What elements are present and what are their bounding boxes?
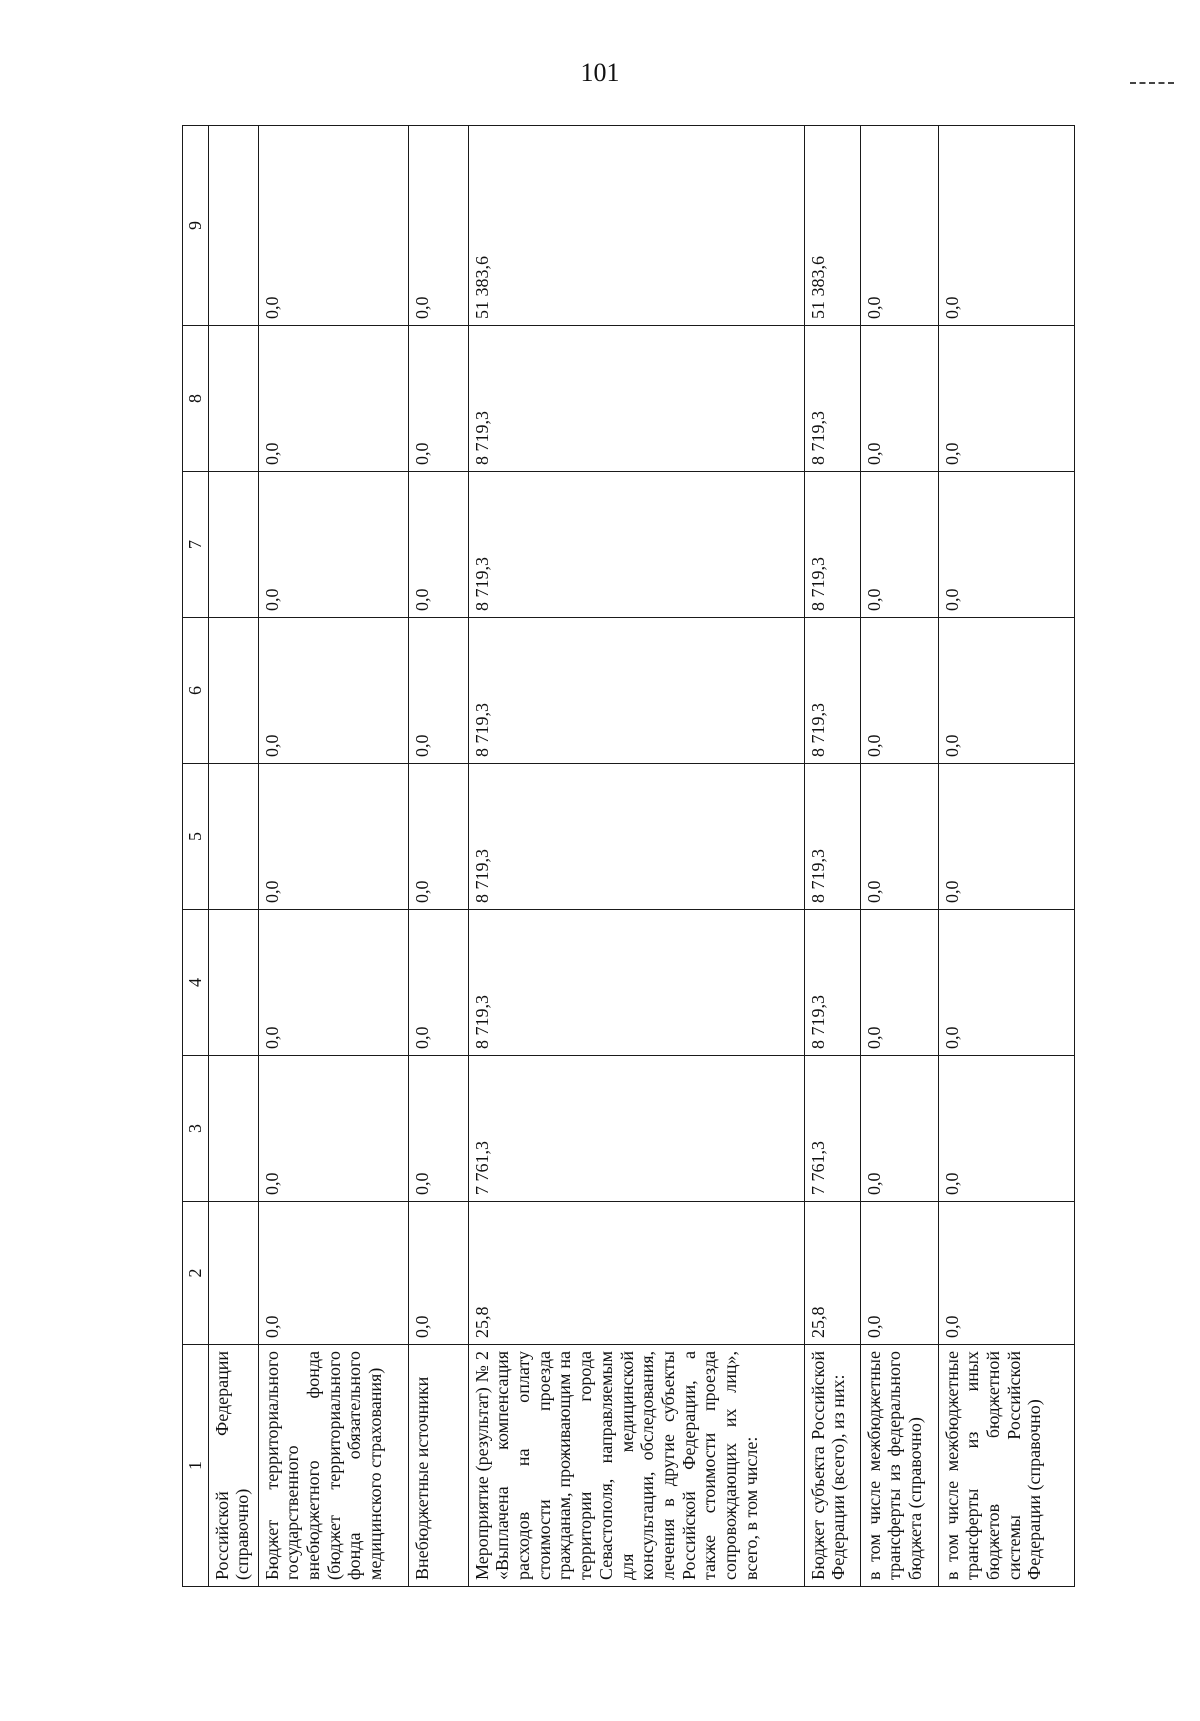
table-cell: 0,0	[258, 764, 408, 910]
table-cell: 0,0	[258, 126, 408, 326]
table-cell: 0,0	[408, 1056, 468, 1202]
table-cell: 51 383,6	[468, 126, 804, 326]
column-header-2: 2	[183, 1202, 209, 1345]
table-cell	[208, 1056, 258, 1202]
table-cell: 0,0	[258, 472, 408, 618]
table-cell: 0,0	[408, 764, 468, 910]
table-cell	[208, 126, 258, 326]
table-cell: 0,0	[938, 910, 1074, 1056]
table-cell: 8 719,3	[468, 472, 804, 618]
table-cell	[208, 764, 258, 910]
table-row	[408, 126, 468, 1587]
table-row	[208, 126, 258, 1587]
table-cell: 0,0	[258, 326, 408, 472]
table-cell: 0,0	[938, 326, 1074, 472]
column-header-8: 8	[183, 326, 209, 472]
table-cell: 25,8	[468, 1202, 804, 1345]
budget-table	[182, 125, 1075, 1587]
table-cell: 0,0	[258, 1202, 408, 1345]
table-cell: 8 719,3	[804, 618, 860, 764]
table-cell: 0,0	[860, 1056, 938, 1202]
table-cell: 0,0	[408, 126, 468, 326]
column-header-5: 5	[183, 764, 209, 910]
column-header-7: 7	[183, 472, 209, 618]
table-cell: 0,0	[258, 910, 408, 1056]
row-label: в том числе межбюджетные трансферты из иных бюджетов бюджетной системы Российской Федерации (справочно)	[938, 1345, 1074, 1587]
table-cell: 0,0	[408, 910, 468, 1056]
table-cell: 7 761,3	[804, 1056, 860, 1202]
table-cell: 7 761,3	[468, 1056, 804, 1202]
table-cell: 0,0	[408, 326, 468, 472]
table-cell	[208, 910, 258, 1056]
table-row	[860, 126, 938, 1587]
table-cell: 8 719,3	[804, 472, 860, 618]
table-cell: 0,0	[860, 910, 938, 1056]
table-cell: 0,0	[258, 1056, 408, 1202]
table-cell	[208, 618, 258, 764]
table-row	[468, 126, 804, 1587]
table-cell	[208, 472, 258, 618]
table-cell: 0,0	[860, 472, 938, 618]
header-row	[183, 126, 209, 1587]
table-cell: 0,0	[938, 472, 1074, 618]
table-cell: 0,0	[408, 472, 468, 618]
table-cell: 0,0	[938, 764, 1074, 910]
scan-mark	[1130, 82, 1174, 86]
table-cell: 0,0	[938, 1056, 1074, 1202]
table-cell: 0,0	[938, 126, 1074, 326]
row-label: Российской Федерации (справочно)	[208, 1345, 258, 1587]
table-cell: 51 383,6	[804, 126, 860, 326]
table-cell: 0,0	[860, 764, 938, 910]
table-cell: 8 719,3	[468, 764, 804, 910]
table-row	[804, 126, 860, 1587]
column-header-6: 6	[183, 618, 209, 764]
table-cell: 8 719,3	[804, 764, 860, 910]
column-header-1: 1	[183, 1345, 209, 1587]
table-cell: 25,8	[804, 1202, 860, 1345]
table-cell: 8 719,3	[804, 910, 860, 1056]
column-header-9: 9	[183, 126, 209, 326]
table-cell: 0,0	[408, 1202, 468, 1345]
row-label: Бюджет субъекта Российской Федерации (всего), из них:	[804, 1345, 860, 1587]
page-number: 101	[580, 58, 620, 87]
table-cell: 0,0	[860, 326, 938, 472]
table-cell: 8 719,3	[804, 326, 860, 472]
rotated-table-wrapper	[182, 126, 1070, 1587]
table-cell: 8 719,3	[468, 618, 804, 764]
table-cell: 0,0	[408, 618, 468, 764]
row-label: в том числе межбюджетные трансферты из федерального бюджета (справочно)	[860, 1345, 938, 1587]
table-cell: 0,0	[860, 618, 938, 764]
table-row	[938, 126, 1074, 1587]
row-label: Внебюджетные источники	[408, 1345, 468, 1587]
column-header-3: 3	[183, 1056, 209, 1202]
table-cell: 0,0	[938, 1202, 1074, 1345]
table-cell: 8 719,3	[468, 910, 804, 1056]
table-cell: 8 719,3	[468, 326, 804, 472]
table-cell: 0,0	[938, 618, 1074, 764]
table-cell: 0,0	[258, 618, 408, 764]
table-cell: 0,0	[860, 126, 938, 326]
table-row	[258, 126, 408, 1587]
table-cell	[208, 326, 258, 472]
table-cell	[208, 1202, 258, 1345]
row-label: Бюджет территориального государственного внебюджетного фонда (бюджет территориального фонда обязательного медицинского страхования)	[258, 1345, 408, 1587]
column-header-4: 4	[183, 910, 209, 1056]
row-label: Мероприятие (результат) № 2 «Выплачена компенсация расходов на оплату стоимости проезда гражданам, проживающим на территории города Севастополя, направляемым для медицинской консультации, обследования, лечения в другие субъекты Российской Федерации, а также стоимости проезда сопровождающих их лиц», всего, в том числе:	[468, 1345, 804, 1587]
table-cell: 0,0	[860, 1202, 938, 1345]
